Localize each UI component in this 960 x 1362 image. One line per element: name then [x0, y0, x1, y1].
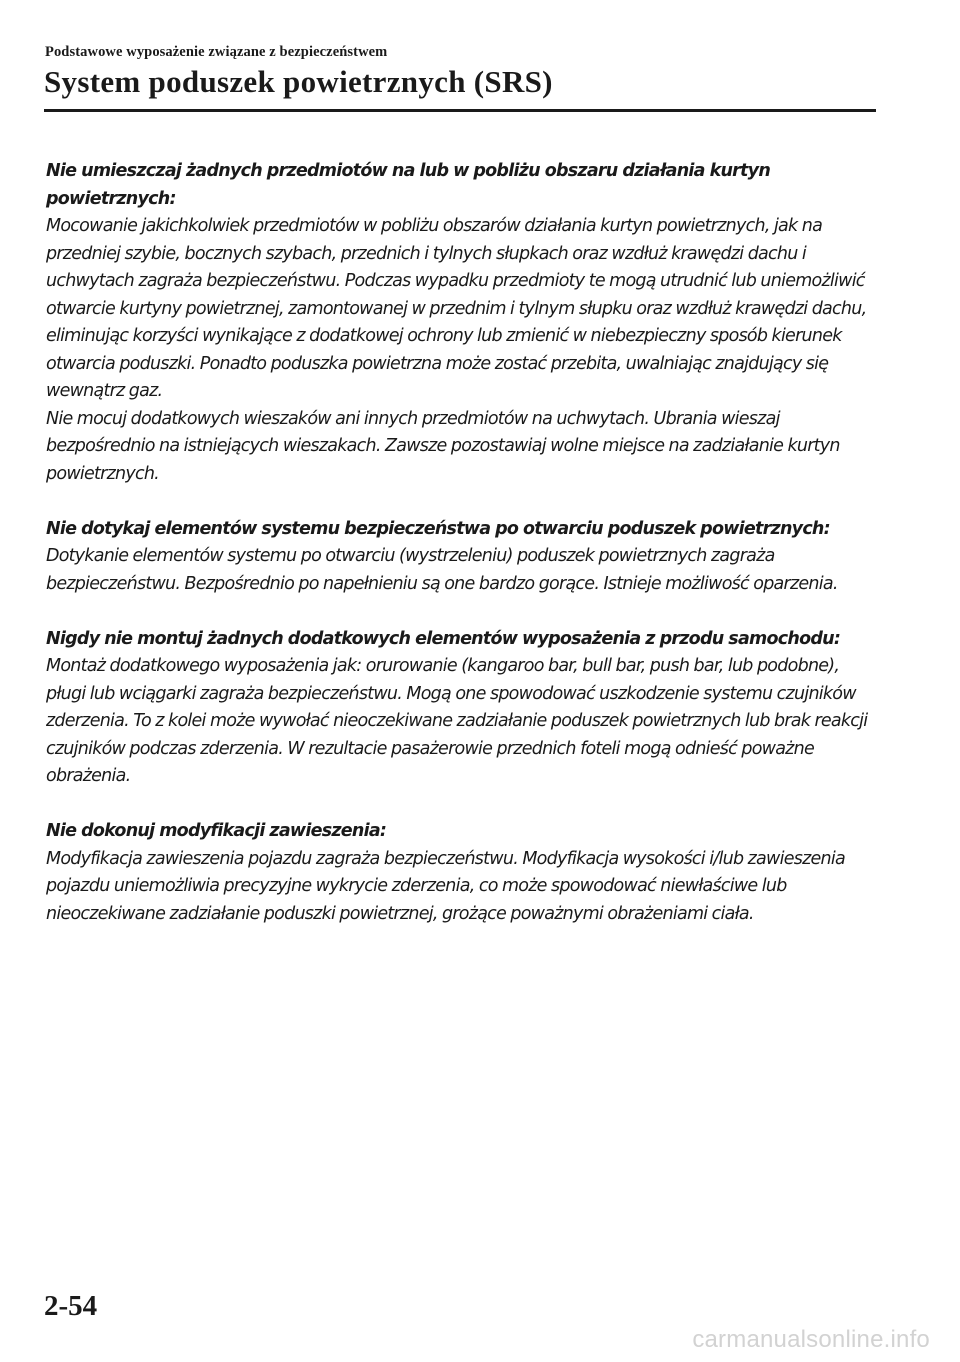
- warning-block-deployed-components: [46, 516, 876, 599]
- warning-block-suspension: [46, 818, 876, 928]
- block-heading: Nie dotykaj elementów systemu bezpieczeństwa po otwarciu poduszek powietrznych:: [46, 518, 830, 539]
- block-paragraph: Nie mocuj dodatkowych wieszaków ani innych przedmiotów na uchwytach. Ubrania wieszaj bezpośrednio na istniejących wieszakach. Zawsze pozostawiaj wolne miejsce na zadziałanie kurtyn powietrznych.: [46, 408, 840, 484]
- watermark: carmanualsonline.info: [692, 1326, 930, 1353]
- page-number: 2-54: [44, 1290, 98, 1322]
- title-divider: [44, 109, 876, 112]
- block-paragraph: Modyfikacja zawieszenia pojazdu zagraża bezpieczeństwu. Modyfikacja wysokości i/lub zawieszenia pojazdu uniemożliwia precyzyjne wykrycie zderzenia, co może spowodować niewłaściwe lub nieoczekiwane zadziałanie poduszki powietrznej, grożące poważnymi obrażeniami ciała.: [46, 848, 845, 924]
- block-heading: Nie dokonuj modyfikacji zawieszenia:: [46, 821, 387, 841]
- warning-block-curtain-airbags: [46, 158, 876, 488]
- block-paragraph: Dotykanie elementów systemu po otwarciu (wystrzeleniu) poduszek powietrznych zagraża bezpieczeństwu. Bezpośrednio po napełnieniu są one bardzo gorące. Istnieje możliwość oparzenia.: [46, 546, 838, 594]
- block-paragraph: Mocowanie jakichkolwiek przedmiotów w pobliżu obszarów działania kurtyn powietrznych, jak na przedniej szybie, bocznych szybach, przednich i tylnych słupkach oraz wzdłuż krawędzi dachu i uchwytach zagraża bezpieczeństwu. Podczas wypadku przedmioty te mogą utrudnić lub uniemożliwić otwarcie kurtyny powietrznej, zamontowanej w przednim i tylnym słupku oraz wzdłuż krawędzi dachu, eliminując korzyści wynikające z dodatkowej ochrony lub zmienić w niebezpieczny sposób kierunek otwarcia poduszki. Ponadto poduszka powietrzna może zostać przebita, uwalniając znajdujący się wewnątrz gaz.: [46, 216, 867, 401]
- page-title: System poduszek powietrznych (SRS): [44, 64, 553, 99]
- block-paragraph: Montaż dodatkowego wyposażenia jak: orurowanie (kangaroo bar, bull bar, push bar, lub podobne), pługi lub wciągarki zagraża bezpieczeństwu. Mogą one spowodować uszkodzenie systemu czujników zderzenia. To z kolei może wywołać nieoczekiwane zadziałanie poduszek powietrznych lub brak reakcji czujników podczas zderzenia. W rezultacie pasażerowie przednich foteli mogą odnieść poważne obrażenia.: [46, 656, 868, 786]
- block-heading: Nie umieszczaj żadnych przedmiotów na lub w pobliżu obszaru działania kurtyn powietrznych:: [46, 161, 771, 209]
- warning-block-front-equipment: [46, 626, 876, 791]
- warning-content: [46, 158, 876, 956]
- section-label: Podstawowe wyposażenie związane z bezpieczeństwem: [45, 44, 388, 60]
- block-heading: Nigdy nie montuj żadnych dodatkowych elementów wyposażenia z przodu samochodu:: [46, 628, 841, 649]
